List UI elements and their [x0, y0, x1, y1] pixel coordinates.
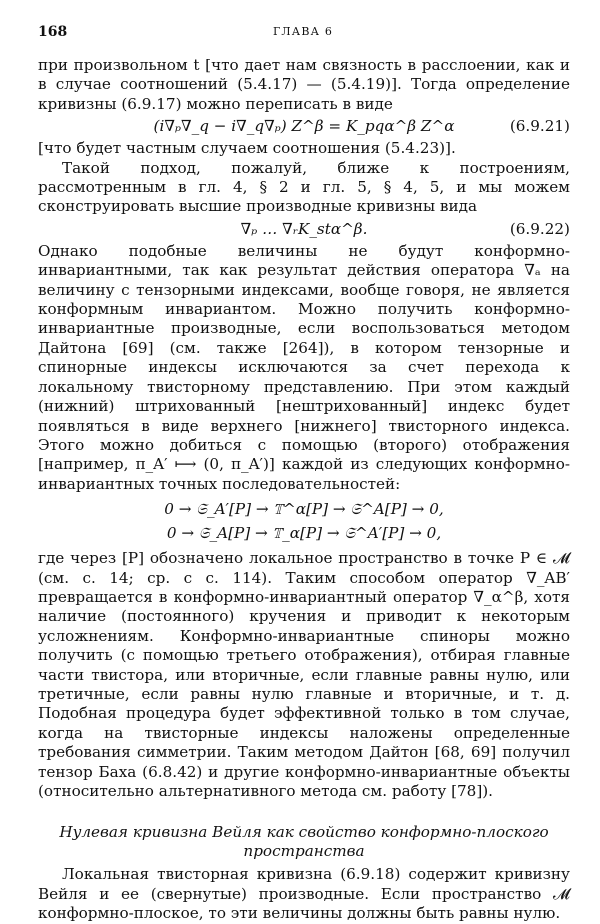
section-heading	[38, 823, 570, 861]
equation-label: (6.9.22)	[509, 219, 570, 238]
paragraph-5: где через [P] обозначено локальное пространство в точке P ∈ 𝓜 (см. с. 14; ср. с с. 114). Таким способом оператор ∇_AB′ превращается в конформно-инвариантный оператор ∇_α^β, хотя наличие (постоянного) кручения и приводит к некоторым усложнениям. Конформно-инвариантные спиноры можно получить (с помощью третьего отображения), отбирая главные части твистора, или вторичные, если главные равны нулю, или третичные, если равны нулю главные и вторичные, и т. д. Подобная процедура будет эффективной только в том случае, когда на твисторные индексы наложены определенные требования симметрии. Таким методом Дайтон [68, 69] получил тензор Баха (6.8.42) и другие конформно-инвариантные объекты (относительно альтернативного метода см. работу [78]).	[38, 549, 570, 800]
equation-label: (6.9.21)	[509, 117, 570, 136]
exact-sequences	[38, 497, 570, 545]
equation-6-9-21	[38, 115, 570, 138]
paragraph-3: Такой подход, пожалуй, ближе к построениям, рассмотренным в гл. 4, § 2 и гл. 5, § 4, 5, и мы можем сконструировать высшие производные кривизны вида	[38, 158, 570, 216]
exact-sequence-2: 0 → 𝔖_A[P] → 𝕋_α[P] → 𝔖^A′[P] → 0,	[166, 524, 442, 543]
chapter-title: ГЛАВА 6	[272, 25, 334, 38]
paragraph-2: [что будет частным случаем соотношения (5.4.23)].	[38, 139, 456, 158]
section-heading-line-2: пространства	[243, 842, 365, 861]
paragraph-1: при произвольном t [что дает нам связность в расслоении, как и в случае соотношений (5.4.17) — (5.4.19)]. Тогда определение кривизны (6.9.17) можно переписать в виде	[38, 56, 570, 113]
page-number: 168	[38, 24, 68, 40]
equation-formula: ∇ₚ … ∇ᵣK_stα^β.	[240, 219, 368, 238]
paragraph-4: Однако подобные величины не будут конформно-инвариантными, так как результат действия оператора ∇ₐ на величину с тензорными индексами, вообще говоря, не является конформным инвариантом. Можно получить конформно-инвариантные производные, если воспользоваться методом Дайтона [69] (см. также [264]), в котором тензорные и спинорные индексы исключаются за счет перехода к локальному твисторному представлению. При этом каждый (нижний) штрихованный [нештрихованный] индекс будет появляться в виде верхнего [нижнего] твисторного индекса. Этого можно добиться с помощью (второго) отображения [например, π_A′ ⟼ (0, π_A′)] каждой из следующих конформно-инвариантных точных последовательностей:	[38, 241, 570, 493]
exact-sequence-1: 0 → 𝔖_A′[P] → 𝕋^α[P] → 𝔖^A[P] → 0,	[164, 500, 444, 519]
equation-6-9-22	[38, 218, 570, 241]
section-heading-line-1: Нулевая кривизна Вейля как свойство конформно-плоского	[59, 823, 549, 842]
page-body	[38, 56, 570, 924]
page-header	[38, 24, 568, 44]
equation-formula: (i∇ₚ∇_q − i∇_q∇ₚ) Z^β = K_pqα^β Z^α	[153, 117, 455, 136]
paragraph-6: Локальная твисторная кривизна (6.9.18) содержит кривизну Вейля и ее (свернутые) производные. Если пространство 𝓜 конформно-плоское, то эти величины должны быть равны нулю.	[38, 865, 570, 923]
